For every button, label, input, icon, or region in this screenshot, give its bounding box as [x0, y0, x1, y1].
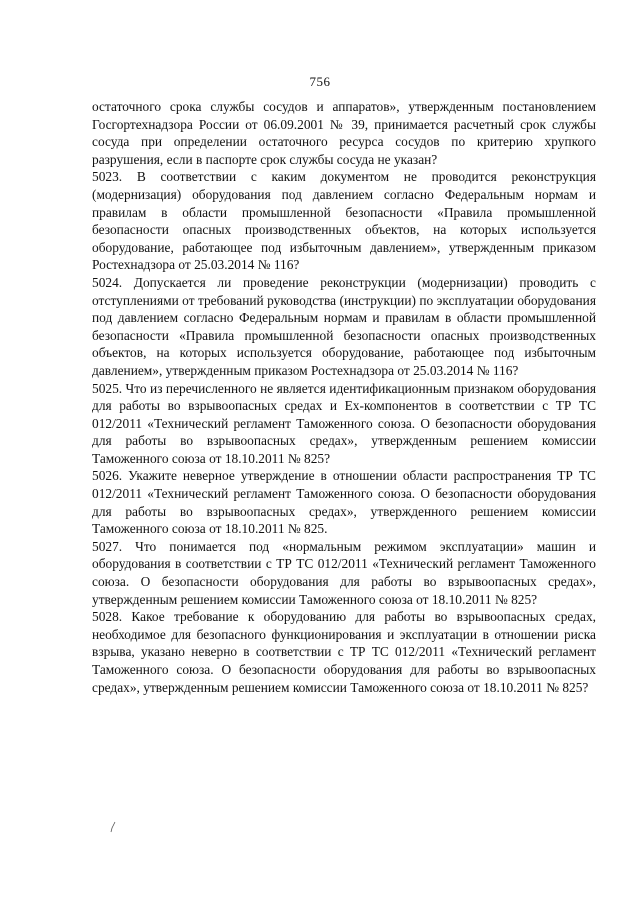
- page-content: [92, 98, 596, 696]
- question-5023: 5023. В соответствии с каким документом не проводится реконструкция (модернизация) оборудования под давлением согласно Федеральным нормам и правилам в области промышленной безопасности «Правила промышленной безопасности опасных производственных объектов, на которых используется оборудование, работающее под избыточным давлением», утвержденным приказом Ростехнадзора от 25.03.2014 № 116?: [92, 169, 596, 273]
- question-5028: 5028. Какое требование к оборудованию для работы во взрывоопасных средах, необходимое для безопасного функционирования и эксплуатации в отношении риска взрыва, указано неверно в соответствии с ТР ТС 012/2011 «Технический регламент Таможенного союза. О безопасности оборудования для работы во взрывоопасных средах», утвержденным решением комиссии Таможенного союза от 18.10.2011 № 825?: [92, 609, 596, 695]
- scan-speck-mark: [108, 820, 118, 834]
- page-number: 756: [309, 74, 331, 89]
- paragraph-continuation: остаточного срока службы сосудов и аппаратов», утвержденным постановлением Госгортехнадзора России от 06.09.2001 № 39, принимается расчетный срок службы сосуда при определении остаточного ресурса сосудов по критерию хрупкого разрушения, если в паспорте срок службы сосуда не указан?: [92, 99, 596, 167]
- question-5026: 5026. Укажите неверное утверждение в отношении области распространения ТР ТС 012/2011 «Технический регламент Таможенного союза. О безопасности оборудования для работы во взрывоопасных средах», утвержденного решением комиссии Таможенного союза от 18.10.2011 № 825.: [92, 468, 596, 537]
- question-5027: 5027. Что понимается под «нормальным режимом эксплуатации» машин и оборудования в соответствии с ТР ТС 012/2011 «Технический регламент Таможенного союза. О безопасности оборудования для работы во взрывоопасных средах», утвержденным решением комиссии Таможенного союза от 18.10.2011 № 825?: [92, 538, 596, 607]
- question-5025: 5025. Что из перечисленного не является идентификационным признаком оборудования для работы во взрывоопасных средах и Ex-компонентов в соответствии с ТР ТС 012/2011 «Технический регламент Таможенного союза. О безопасности оборудования для работы во взрывоопасных средах», утвержденным решением комиссии Таможенного союза от 18.10.2011 № 825?: [92, 380, 596, 466]
- question-5024: 5024. Допускается ли проведение реконструкции (модернизации) проводить с отступлениями от требований руководства (инструкции) по эксплуатации оборудования под давлением согласно Федеральным нормам и правилам в области промышленной безопасности «Правила промышленной безопасности опасных производственных объектов, на которых используется оборудование, работающее под избыточным давлением», утвержденным приказом Ростехнадзора от 25.03.2014 № 116?: [92, 274, 596, 378]
